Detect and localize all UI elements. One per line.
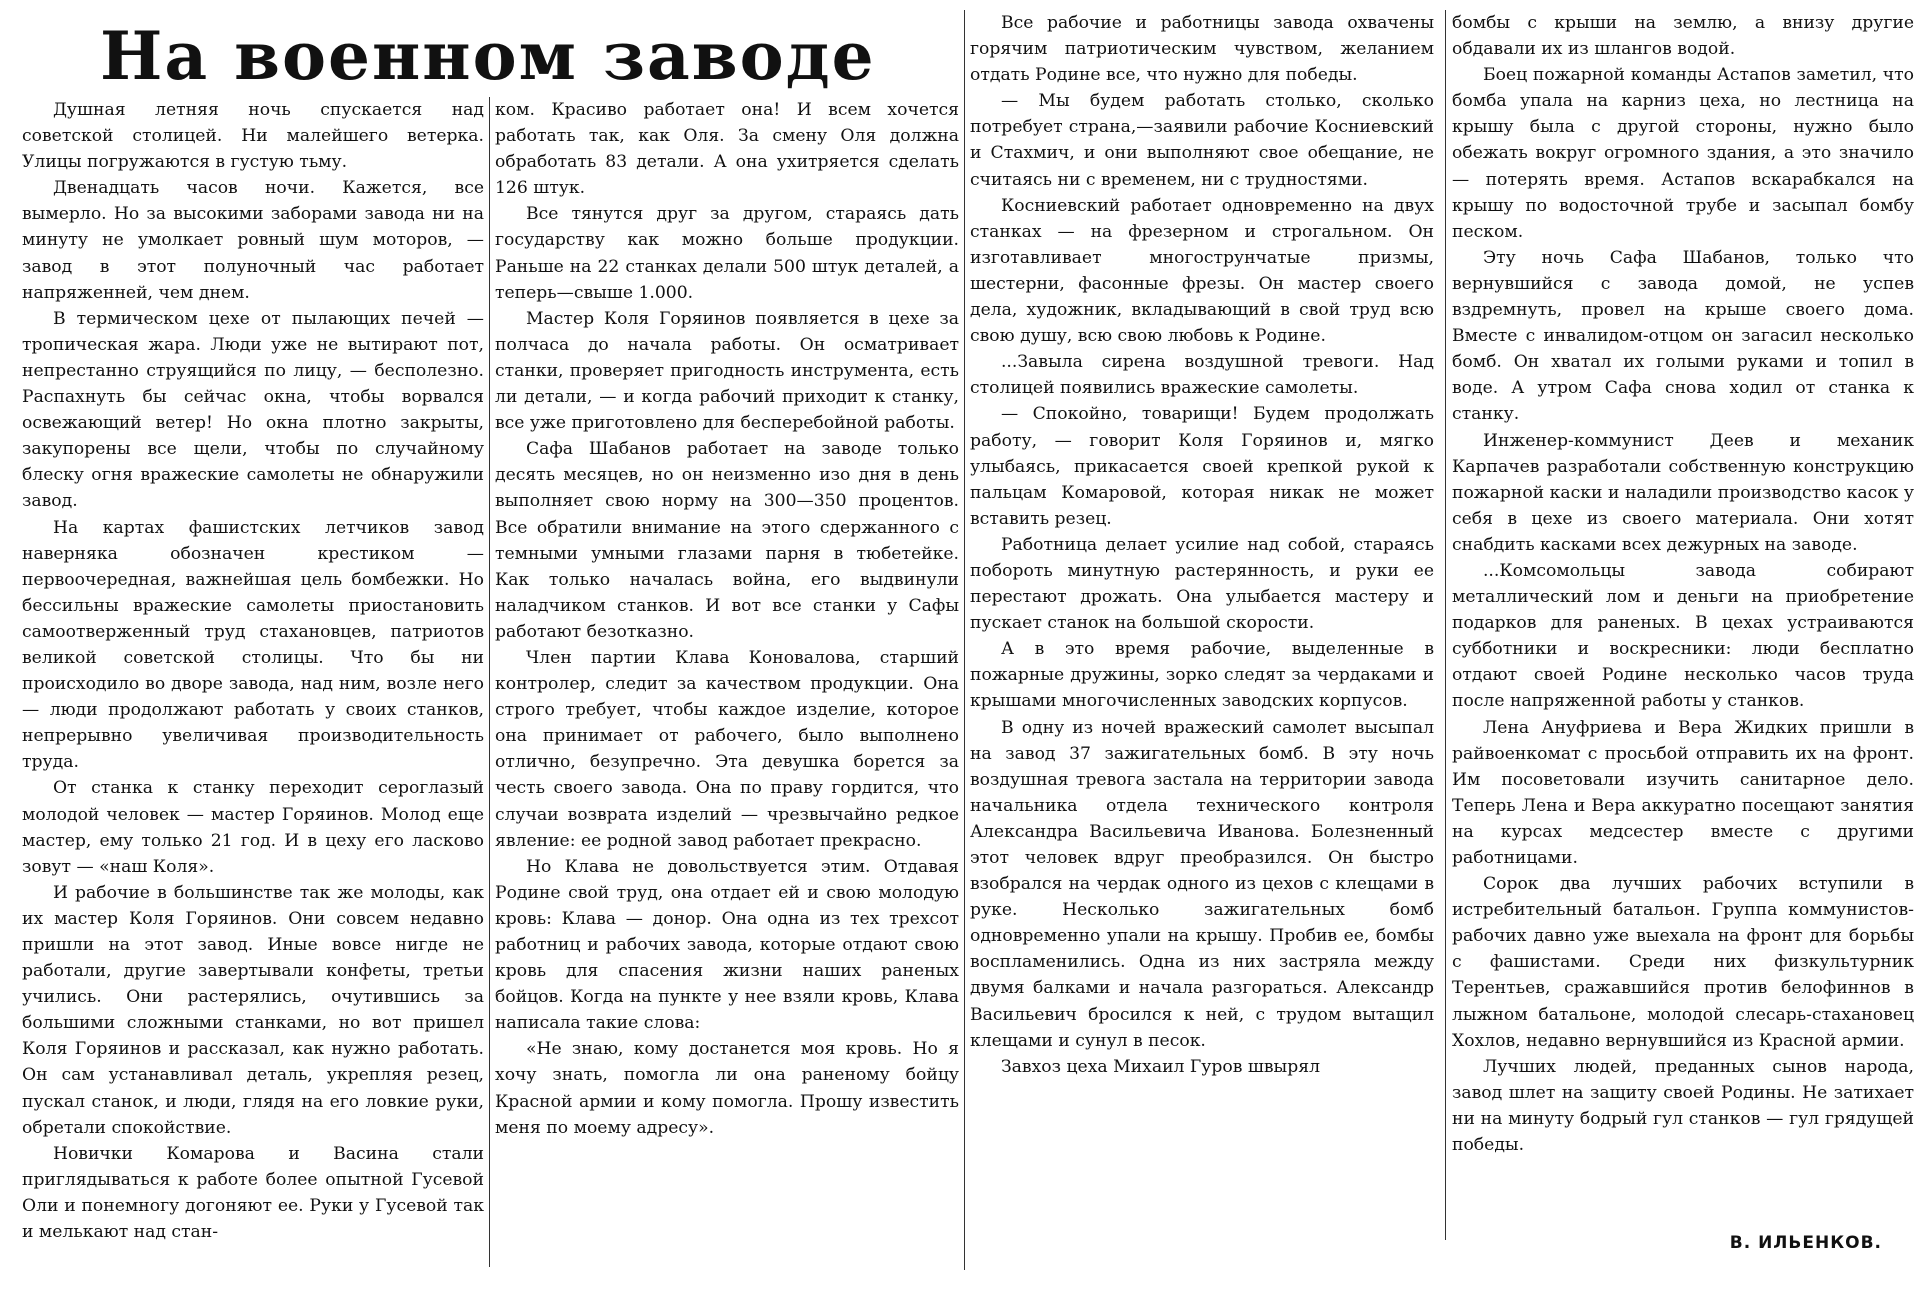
article-paragraph: Лена Ануфриева и Вера Жидких пришли в райвоенкомат с просьбой отправить их на фронт. Им посоветовали изучить санитарное дело. Теперь Лена и Вера аккуратно посещают занятия на курсах медсестер вместе с другими работницами. (1452, 717, 1914, 868)
article-paragraph: Работница делает усилие над собой, стараясь побороть минутную растерянность, и руки ее перестают дрожать. Она улыбается мастеру и пускает станок на большой скорости. (970, 534, 1434, 634)
article-paragraph: В термическом цехе от пылающих печей — тропическая жара. Люди уже не вытирают пот, непрестанно струящийся по лицу, — бесполезно. Распахнуть бы сейчас окна, чтобы ворвался освежающий ветер! Но окна плотно закрыты, закупорены все щели, чтобы по случайному блеску огня вражеские самолеты не обнаружили завод. (22, 308, 484, 512)
article-column-1 (22, 97, 484, 1267)
article-paragraph: — Спокойно, товарищи! Будем продолжать работу, — говорит Коля Горяинов и, мягко улыбаясь, прикасается своей крепкой рукой к пальцам Комаровой, которая никак не может вставить резец. (970, 404, 1434, 529)
article-paragraph: От станка к станку переходит сероглазый молодой человек — мастер Горяинов. Молод еще мастер, ему только 21 год. И в цеху его ласково зовут — «наш Коля». (22, 778, 484, 877)
article-column-2 (495, 97, 959, 1267)
article-paragraph: На картах фашистских летчиков завод наверняка обозначен крестиком — первоочередная, важнейшая цель бомбежки. Но бессильны вражеские самолеты приостановить самоотверженный труд стахановцев, патриотов великой советской столицы. Что бы ни происходило во дворе завода, над ним, возле него — люди продолжают работать у своих станков, непрерывно увеличивая производительность труда. (22, 517, 484, 773)
article-paragraph: Двенадцать часов ночи. Кажется, все вымерло. Но за высокими заборами завода ни на минуту не умолкает ровный шум моторов, — завод в этот полуночный час работает напряженней, чем днем. (22, 178, 484, 303)
article-paragraph: Эту ночь Сафа Шабанов, только что вернувшийся с завода домой, не успев вздремнуть, провел на крыше своего дома. Вместе с инвалидом-отцом он загасил несколько бомб. Он хватал их голыми руками и топил в воде. А утром Сафа снова ходил от станка к станку. (1452, 247, 1914, 425)
article-paragraph: Член партии Клава Коновалова, старший контролер, следит за качеством продукции. Она строго требует, чтобы каждое изделие, которое она принимает от рабочего, было выполнено отлично, безупречно. Эта девушка борется за честь своего завода. Она по праву гордится, что случаи возврата изделий — чрезвычайно редкое явление: ее родной завод работает прекрасно. (495, 647, 959, 851)
article-paragraph: — Мы будем работать столько, сколько потребует страна,—заявили рабочие Косниевский и Стахмич, и они выполняют свое обещание, не считаясь ни с временем, ни с трудностями. (970, 91, 1434, 190)
article-paragraph: Но Клава не довольствуется этим. Отдавая Родине свой труд, она отдает ей и свою молодую кровь: Клава — донор. Она одна из тех трехсот работниц и рабочих завода, которые отдают свою кровь для спасения жизни наших раненых бойцов. Когда на пункте у нее взяли кровь, Клава написала такие слова: (495, 856, 959, 1034)
article-paragraph: ...Завыла сирена воздушной тревоги. Над столицей появились вражеские самолеты. (970, 352, 1434, 399)
author-signature: В. ИЛЬЕНКОВ. (1729, 1233, 1882, 1253)
article-paragraph: А в это время рабочие, выделенные в пожарные дружины, зорко следят за чердаками и крышами многочисленных заводских корпусов. (970, 639, 1434, 712)
article-paragraph: Боец пожарной команды Астапов заметил, что бомба упала на карниз цеха, но лестница на крышу была с другой стороны, нужно было обежать вокруг огромного здания, а это значило — потерять время. Астапов вскарабкался на крышу по водосточной трубе и засыпал бомбу песком. (1452, 65, 1914, 242)
article-paragraph: Сорок два лучших рабочих вступили в истребительный батальон. Группа коммунистов-рабочих давно уже выехала на фронт для борьбы с фашистами. Среди них физкультурник Терентьев, сражавшийся против белофиннов в лыжном батальоне, молодой слесарь-стахановец Хохлов, недавно вернувшийся из Красной армии. (1452, 874, 1914, 1051)
article-column-4 (1452, 10, 1914, 1240)
article-paragraph: Все тянутся друг за другом, стараясь дать государству как можно больше продукции. Раньше на 22 станках делали 500 штук деталей, а теперь—свыше 1.000. (495, 204, 959, 303)
article-title: На военном заводе (100, 17, 876, 95)
article-paragraph: Мастер Коля Горяинов появляется в цехе за полчаса до начала работы. Он осматривает станки, проверяет пригодность инструмента, есть ли детали, — и когда рабочий приходит к станку, все уже приготовлено для бесперебойной работы. (495, 308, 959, 434)
article-paragraph: Все рабочие и работницы завода охвачены горячим патриотическим чувством, желанием отдать Родине все, что нужно для победы. (970, 13, 1434, 86)
article-paragraph: Сафа Шабанов работает на заводе только десять месяцев, но он неизменно изо дня в день выполняет свою норму на 300—350 процентов. Все обратили внимание на этого сдержанного с темными умными глазами парня в тюбетейке. Как только началась война, его выдвинули наладчиком станков. И вот все станки у Сафы работают безотказно. (495, 439, 959, 642)
article-column-3 (970, 10, 1434, 1270)
article-paragraph: «Не знаю, кому достанется моя кровь. Но я хочу знать, помогла ли она раненому бойцу Красной армии и кому помогла. Прошу известить меня по моему адресу». (495, 1039, 959, 1138)
article-paragraph: В одну из ночей вражеский самолет высыпал на завод 37 зажигательных бомб. В эту ночь воздушная тревога застала на территории завода начальника отдела технического контроля Александра Васильевича Иванова. Болезненный этот человек вдруг преобразился. Он быстро взобрался на чердак одного из цехов с клещами в руке. Несколько зажигательных бомб одновременно упали на крышу. Пробив ее, бомбы воспламенились. Одна из них застряла между двумя балками и начала разгораться. Александр Васильевич бросился к ней, с трудом вытащил клещами и сунул в песок. (970, 717, 1434, 1051)
article-paragraph: Завхоз цеха Михаил Гуров швырял (1000, 1056, 1321, 1077)
article-paragraph: бомбы с крыши на землю, а внизу другие обдавали их из шлангов водой. (1452, 13, 1914, 60)
article-paragraph: И рабочие в большинстве так же молоды, как их мастер Коля Горяинов. Они совсем недавно пришли на этот завод. Иные вовсе нигде не работали, другие завертывали конфеты, третьи учились. Они растерялись, очутившись за большими сложными станками, но вот пришел Коля Горяинов и рассказал, как нужно работать. Он сам устанавливал деталь, укрепляя резец, пускал станок, и люди, глядя на его ловкие руки, обретали спокойствие. (22, 882, 484, 1138)
column-divider (964, 10, 965, 1270)
article-paragraph: Косниевский работает одновременно на двух станках — на фрезерном и строгальном. Он изготавливает многострунчатые призмы, шестерни, фасонные фрезы. Он мастер своего дела, художник, вкладывающий в свой труд всю свою душу, всю свою любовь к Родине. (970, 195, 1434, 347)
column-divider (489, 97, 490, 1267)
article-paragraph: ком. Красиво работает она! И всем хочется работать так, как Оля. За смену Оля должна обработать 83 детали. А она ухитряется сделать 126 штук. (495, 100, 959, 199)
article-paragraph: Лучших людей, преданных сынов народа, завод шлет на защиту своей Родины. Не затихает ни на минуту бодрый гул станков — гул грядущей победы. (1452, 1056, 1914, 1156)
article-paragraph: Душная летняя ночь спускается над советской столицей. Ни малейшего ветерка. Улицы погружаются в густую тьму. (22, 100, 484, 173)
article-paragraph: Инженер-коммунист Деев и механик Карпачев разработали собственную конструкцию пожарной каски и наладили производство касок у себя в цехе из своего материала. Они хотят снабдить касками всех дежурных на заводе. (1452, 430, 1914, 555)
article-paragraph: Новички Комарова и Васина стали приглядываться к работе более опытной Гусевой Оли и понемногу догоняют ее. Руки у Гусевой так и мелькают над стан- (22, 1143, 484, 1243)
article-paragraph: ...Комсомольцы завода собирают металлический лом и деньги на приобретение подарков для раненых. В цехах устраиваются субботники и воскресники: люди бесплатно отдают своей Родине несколько часов труда после напряженной работы у станков. (1452, 560, 1914, 712)
column-divider (1445, 10, 1446, 1240)
